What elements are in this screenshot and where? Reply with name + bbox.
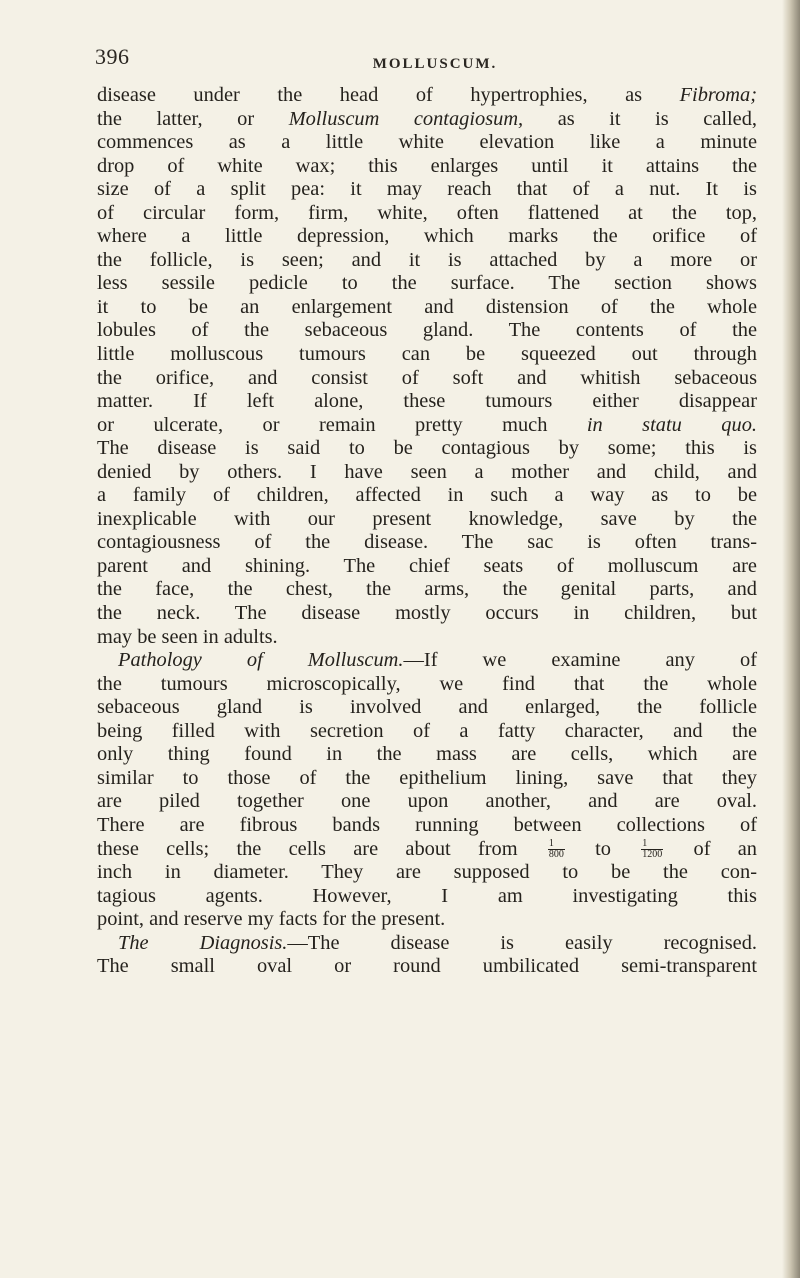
text-line xyxy=(97,838,757,862)
text-run: lobules of the sebaceous gland. The contents of the xyxy=(97,319,757,342)
fraction-denominator: 1200 xyxy=(642,849,663,861)
text-run: tagious agents. However, I am investigating this xyxy=(97,884,757,907)
text-run: may be seen in adults. xyxy=(97,625,278,648)
text-line xyxy=(97,343,757,367)
text-run: —The disease is easily recognised. xyxy=(287,931,757,954)
fraction xyxy=(641,839,663,860)
text-line xyxy=(97,390,757,414)
text-line xyxy=(97,508,757,532)
text-run: disease under the head of hypertrophies, as xyxy=(97,84,680,106)
text-run: of circular form, firm, white, often flattened at the top, xyxy=(97,201,757,224)
text-line xyxy=(97,602,757,626)
running-title: MOLLUSCUM. xyxy=(372,56,498,72)
text-line xyxy=(97,885,757,909)
text-run: The small oval or round umbilicated semi-transparent xyxy=(97,955,757,978)
text-line xyxy=(97,531,757,555)
text-line xyxy=(97,955,757,979)
text-run: only thing found in the mass are cells, which are xyxy=(97,743,757,766)
text-line xyxy=(97,626,757,650)
text-run: the orifice, and consist of soft and whitish sebaceous xyxy=(97,366,757,389)
text-line xyxy=(97,908,757,932)
text-run: point, and reserve my facts for the present. xyxy=(97,908,446,931)
text-run: the latter, or xyxy=(97,107,289,130)
text-run: commences as a little white elevation like a minute xyxy=(97,131,757,154)
text-run: sebaceous gland is involved and enlarged, the follicle xyxy=(97,696,757,719)
text-run: parent and shining. The chief seats of molluscum are xyxy=(97,554,757,577)
text-line xyxy=(97,367,757,391)
text-line xyxy=(97,790,757,814)
text-line xyxy=(97,155,757,179)
text-line xyxy=(97,461,757,485)
italic-text: Pathology of Molluscum. xyxy=(118,649,404,672)
running-head xyxy=(95,44,775,76)
text-line xyxy=(97,319,757,343)
text-line xyxy=(97,484,757,508)
text-run: little molluscous tumours can be squeezed out through xyxy=(97,343,757,366)
text-run: matter. If left alone, these tumours either disappear xyxy=(97,390,757,413)
text-line xyxy=(97,225,757,249)
fraction xyxy=(548,839,565,860)
page-number: 396 xyxy=(95,44,130,69)
text-run: or ulcerate, or remain pretty much xyxy=(97,413,587,436)
text-run: a family of children, affected in such a way as to be xyxy=(97,484,757,507)
text-run: similar to those of the epithelium lining, save that they xyxy=(97,766,757,789)
fraction-numerator: 1 xyxy=(548,839,565,850)
text-line xyxy=(97,743,757,767)
text-line xyxy=(97,673,757,697)
text-line xyxy=(97,84,757,108)
text-run: size of a split pea: it may reach that of a nut. It is xyxy=(97,178,757,201)
text-line xyxy=(97,814,757,838)
text-run: are piled together one upon another, and are oval. xyxy=(97,790,757,813)
text-run: less sessile pedicle to the surface. The section shows xyxy=(97,272,757,295)
text-line xyxy=(97,437,757,461)
text-line xyxy=(97,861,757,885)
fraction-denominator: 800 xyxy=(548,849,564,861)
text-line xyxy=(97,555,757,579)
text-run: as it is called, xyxy=(523,107,757,130)
text-run: of an xyxy=(666,837,758,860)
italic-text: in statu quo. xyxy=(586,413,757,436)
text-line xyxy=(97,202,757,226)
text-line xyxy=(97,578,757,602)
italic-text: The Diagnosis. xyxy=(118,931,288,954)
fraction-numerator: 1 xyxy=(641,839,663,850)
text-line xyxy=(97,720,757,744)
italic-text: Molluscum contagiosum, xyxy=(288,107,524,130)
text-line xyxy=(97,108,757,132)
text-run: The disease is said to be contagious by some; this is xyxy=(97,437,757,460)
text-run: denied by others. I have seen a mother and child, and xyxy=(97,460,757,483)
text-line xyxy=(97,767,757,791)
text-run: these cells; the cells are about from xyxy=(97,837,545,860)
text-run: the follicle, is seen; and it is attached by a more or xyxy=(97,248,757,271)
text-run: —If we examine any of xyxy=(403,649,757,672)
page-gutter-shadow xyxy=(782,0,800,1278)
text-line xyxy=(97,131,757,155)
text-line xyxy=(97,178,757,202)
text-run: There are fibrous bands running between collections of xyxy=(97,813,757,836)
text-run: the neck. The disease mostly occurs in children, but xyxy=(97,602,757,625)
text-line xyxy=(97,414,757,438)
text-run: inch in diameter. They are supposed to be the con- xyxy=(97,861,757,884)
text-line xyxy=(97,649,757,673)
body-text xyxy=(97,84,757,979)
text-run: where a little depression, which marks the orifice of xyxy=(97,225,757,248)
text-line xyxy=(97,249,757,273)
text-line xyxy=(97,932,757,956)
text-run: contagiousness of the disease. The sac is often trans- xyxy=(97,531,757,554)
text-line xyxy=(97,296,757,320)
text-run: being filled with secretion of a fatty character, and the xyxy=(97,719,757,742)
text-run: it to be an enlargement and distension of the whole xyxy=(97,295,757,318)
text-run: to xyxy=(567,837,639,860)
text-run: the face, the chest, the arms, the genital parts, and xyxy=(97,578,757,601)
text-line xyxy=(97,272,757,296)
italic-text: Fibroma; xyxy=(679,84,757,106)
text-run: drop of white wax; this enlarges until it attains the xyxy=(97,154,757,177)
text-run: the tumours microscopically, we find that the whole xyxy=(97,672,757,695)
text-line xyxy=(97,696,757,720)
text-run: inexplicable with our present knowledge, save by the xyxy=(97,507,757,530)
